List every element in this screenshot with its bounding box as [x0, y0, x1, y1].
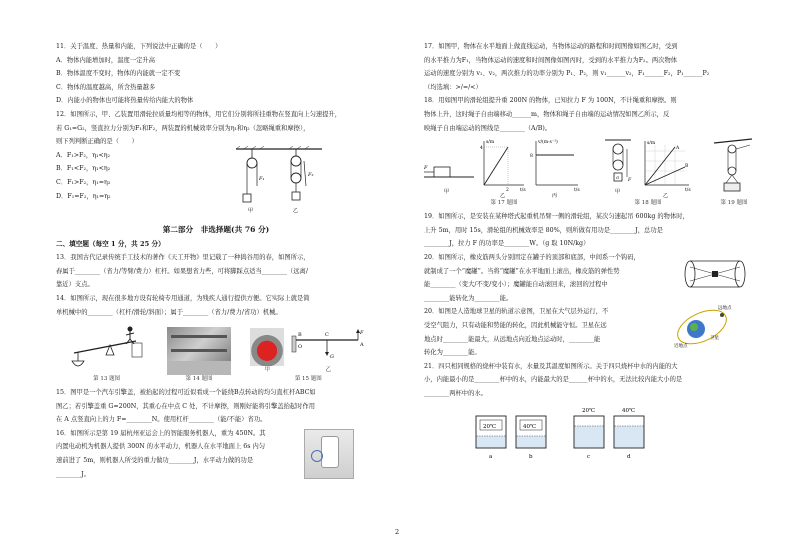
question-21: [424, 360, 756, 401]
figure-18: [603, 137, 693, 208]
q20a-line-1: 20．如图所示，橡皮筋两头分别固定在罐子的顶部和底部，中间系一个钩码，: [424, 253, 640, 261]
q13-line-1: 13．我国古代记录传统手工技术的著作《天工开物》里记载了一种捣谷用的春，如图所示，: [56, 254, 310, 262]
page-number: 2: [395, 528, 400, 536]
q16-line-4: ________J。: [56, 470, 91, 478]
q11-option-b: B．物体温度不变时，物体的内能就一定不变: [56, 70, 181, 78]
q21-line-1: 21．四只相同规格的烧杯中装有水，水量及其温度如图所示。关于四只烧杯中水的内能的大: [424, 362, 678, 370]
q12-option-a: A．F₁>F₂，η₁<η₂: [56, 151, 111, 159]
fig18-axis-s: s/m: [647, 141, 656, 147]
fig17-force-f: F: [424, 165, 428, 172]
label-yi: 乙: [293, 207, 299, 214]
q19-line-1: 19．如图所示，是安装在某种塔式起重机吊臂一侧的滑轮组，某次匀速起吊 600kg 的物体时，: [424, 213, 689, 221]
fig17-label-yi: 乙: [500, 193, 506, 200]
figures-13-15: [56, 323, 376, 384]
fill-in-title: 二、填空题（每空 1 分，共 25 分）: [56, 240, 165, 249]
magic-can-figure: [682, 257, 748, 291]
question-11: [56, 40, 376, 108]
beaker-a-temp: 20℃: [483, 424, 497, 431]
fig18-label-yi: 乙: [663, 193, 669, 200]
fig18-force-f: F: [628, 178, 632, 184]
q17-line-1: 17．如图甲，物体在水平地面上做直线运动，当物体运动的路程和时间图像如图乙时，受到: [424, 43, 678, 50]
caption-14: 第 14 题图: [185, 376, 213, 383]
q12-stem-1: 12．如图所示，甲、乙装置用滑轮拉质量均相等的物体，用它们分别将所挂重物在竖直向上匀速提升，: [56, 110, 342, 118]
q11-option-d: D．内能小的物体也可能将热量传给内能大的物体: [56, 97, 194, 105]
fig15-point-o: O: [298, 344, 303, 351]
car-hood-photo: [250, 328, 284, 366]
q20a-line-4: ________能转化为________能。: [424, 294, 513, 302]
figure-13: [66, 323, 148, 384]
label-jia: 甲: [248, 207, 254, 214]
fig18-label-jia: 甲: [615, 189, 621, 196]
q15-line-3: 在 A 点竖直向上的力 F=________N。使用杠杆________（能/不能）省功。: [56, 416, 267, 424]
fig18-axis-t: t/s: [685, 188, 691, 194]
caption-13: 第 13 题图: [93, 376, 121, 383]
q20b-line-1: 20．如图是人造地球卫星的轨道示意图，卫星在大气层外运行，不: [424, 308, 609, 316]
q13-line-3: 靠近）支点。: [56, 281, 94, 289]
q20b-line-2: 受空气阻力，只有动能和势能的转化，因此机械能守恒。卫星在远: [424, 321, 607, 329]
caption-18: 第 18 题图: [634, 200, 662, 207]
hood-lever-diagram: [290, 326, 366, 366]
fig17-tick-8: 8: [530, 154, 533, 160]
fig17-axis-v: v/(m·s⁻¹): [538, 140, 558, 146]
q12-option-d: D．F₁=F₂，η₁=η₂: [56, 192, 111, 200]
beaker-b-label: b: [529, 454, 533, 461]
q11-option-a: A．物体内能增加时，温度一定升高: [56, 56, 156, 64]
q15-line-1: 15．图甲是一个汽车引擎盖，被抬起的过程可近似看成一个能绕B点转动的均匀直杠杆ABC如: [56, 389, 316, 397]
q14-line-1: 14．如图所示，现在很多地方设有轮椅专用通道，为残疾人通行提供方便。它实际上就是简: [56, 294, 310, 302]
ramp-photo: [167, 327, 231, 375]
fig17-tick-2: 2: [506, 188, 509, 194]
fig15-point-a: A: [360, 342, 364, 349]
question-15: [56, 386, 376, 427]
crane-pulley-q19: [712, 137, 756, 199]
robot-photo: [304, 429, 354, 479]
q20a-line-3: 能________（变大/不变/变小）；魔罐能自动滚回来，滚回的过程中: [424, 281, 608, 289]
q16-line-2: 内置电动机为机器人提供 300N 的水平动力，机器人在水平地面上 6s 内匀: [56, 443, 266, 451]
question-17: [424, 40, 756, 94]
q12-stem-2: 若 G₁=G₂，竖直拉力分别为F₁和F₂，两装置的机械效率分别为η₁和η₂（忽略绳重和摩擦），: [56, 124, 310, 132]
caption-19: 第 19 题图: [720, 200, 748, 207]
q14-line-2: 单机械中的________（杠杆/滑轮/斜面）；属于________（省力/费力/省功）机械。: [56, 308, 282, 316]
beaker-d-temp: 40℃: [622, 408, 636, 415]
q18-line-1: 18．用如图甲的滑轮组提升重 200N 的物体，已知拉力 F 为 100N，不计绳重和摩擦。则: [424, 97, 677, 105]
q16-line-3: 速前进了 5m，则机器人所受的重力做功________J，水平动力做的功是: [56, 457, 254, 465]
fig15-point-b: B: [298, 332, 302, 339]
fig18-line-a: A: [676, 146, 680, 152]
beaker-a-label: a: [489, 454, 493, 461]
beaker-c-label: c: [587, 454, 591, 461]
q17-line-2: 的水平推力为F₁，当物体运动的速度和时间图像如图丙时，受到的水平推力为F₂。两次物体: [424, 56, 678, 64]
q21-line-2: 小，内能最小的是________杯中的水，内能最大的是______杯中的水，无法比较内能大小的是: [424, 376, 683, 384]
q20b-line-4: 转化为________能。: [424, 349, 481, 357]
fig17-axis-t-2: t/s: [574, 188, 580, 194]
q19-line-2: 上升 5m，用时 15s，滑轮组的机械效率是 80%，则所做有用功是________J，总功是: [424, 226, 663, 234]
caption-17: 第 17 题图: [490, 200, 518, 207]
q11-stem: 11．关于温度、热量和内能，下列说法中正确的是（ ）: [56, 43, 222, 50]
q12-stem-3: 则下列判断正确的是（ ）: [56, 138, 138, 146]
fig18-weight-g: G: [616, 175, 620, 181]
label-f2: F₂: [308, 171, 314, 178]
question-18: [424, 94, 756, 135]
question-14: [56, 292, 376, 319]
fig17-axis-t-1: t/s: [520, 188, 526, 194]
satellite-orbit-figure: [670, 301, 742, 349]
q19-line-3: ________J，拉力 F 的功率是________W。（g 取 10N/kg）: [424, 240, 590, 248]
figures-17-19: [424, 137, 756, 208]
question-20-magic-can: [424, 251, 756, 305]
fig17-tick-4: 4: [480, 146, 483, 152]
orbit-apogee-label: 远地点: [718, 306, 732, 312]
orbit-perigee-label: 近地点: [674, 344, 688, 350]
fig15-label-jia: 甲: [264, 367, 271, 374]
pulley-figure-q12: [234, 146, 324, 216]
question-20-satellite: [424, 305, 756, 359]
section-2-title: 第二部分 非选择题(共 76 分): [162, 225, 270, 235]
q18-line-2: 物体上升，这时绳子自由端移动______m，物体和绳子自由端的运动情况如图乙所示，反: [424, 110, 670, 118]
q12-option-c: C．F₁>F₂，η₁=η₂: [56, 178, 111, 186]
figure-17: [424, 137, 584, 208]
beaker-c-temp: 20℃: [582, 408, 596, 415]
q21-line-3: ________两杯中的水。: [424, 389, 487, 397]
q15-line-2: 图乙；若引擎盖重 G=200N，其重心在中点 C 处，不计摩擦，则刚好能将引擎盖抬起时作用: [56, 402, 316, 410]
q20b-line-3: 地点时________能最大，从远地点向近地点运动时，________能: [424, 335, 601, 343]
fig17-label-jia: 甲: [444, 189, 450, 196]
orbit-satellite-label: 卫星: [710, 336, 719, 342]
fig18-line-b: B: [685, 164, 689, 170]
fig15-label-yi: 乙: [325, 367, 332, 374]
motion-graphs-q17: [424, 137, 584, 199]
pestle-lever-figure: [66, 323, 148, 375]
question-13: [56, 251, 376, 292]
fig15-point-c: C: [325, 332, 330, 339]
q11-option-c: C．物体的温度越高，所含热量越多: [56, 83, 156, 91]
q18-line-3: 映绳子自由端运动的图线是________（A/B)。: [424, 124, 552, 132]
q16-line-1: 16．如图所示是第 19 届杭州亚运会上的智能服务机器人，重为 450N。其: [56, 429, 266, 437]
figure-15: [250, 326, 366, 384]
beaker-b-temp: 40℃: [523, 424, 537, 431]
fig17-label-bing: 丙: [552, 193, 558, 200]
fig15-gravity-g: G: [330, 354, 335, 361]
caption-15: 第 15 题图: [294, 376, 322, 383]
pulley-graph-q18: [603, 137, 693, 199]
left-column: [56, 40, 376, 481]
q17-line-4: （均选填：>/=/<）: [424, 83, 482, 91]
q17-line-3: 运动的速度分别为 v₁、v₂，两次推力的功率分别为 P₁、P₂，则 v₁______v₂，F₁______F₂，P₁______P₂: [424, 70, 710, 78]
fig17-axis-s: s/m: [486, 140, 495, 146]
q13-line-2: 舂属于________（省力/等臂/费力）杠杆。如果想省力些，可将脚踩点适当________（远离/: [56, 267, 308, 275]
beakers-figure-q21: [470, 400, 670, 464]
beaker-d-label: d: [627, 454, 631, 461]
question-16: [56, 427, 376, 481]
label-f1: F₁: [259, 175, 265, 182]
question-12: [56, 108, 376, 214]
figure-19: [712, 137, 756, 208]
question-19: [424, 210, 756, 251]
q12-option-b: B．F₁<F₂，η₁<η₂: [56, 165, 111, 173]
right-column: [424, 40, 756, 470]
fig15-force-f: F: [360, 330, 364, 337]
figure-14: [167, 327, 231, 384]
q20a-line-2: 就制成了一个“魔罐”。当将“魔罐”在水平地面上滚出，橡皮筋的弹性势: [424, 267, 620, 275]
